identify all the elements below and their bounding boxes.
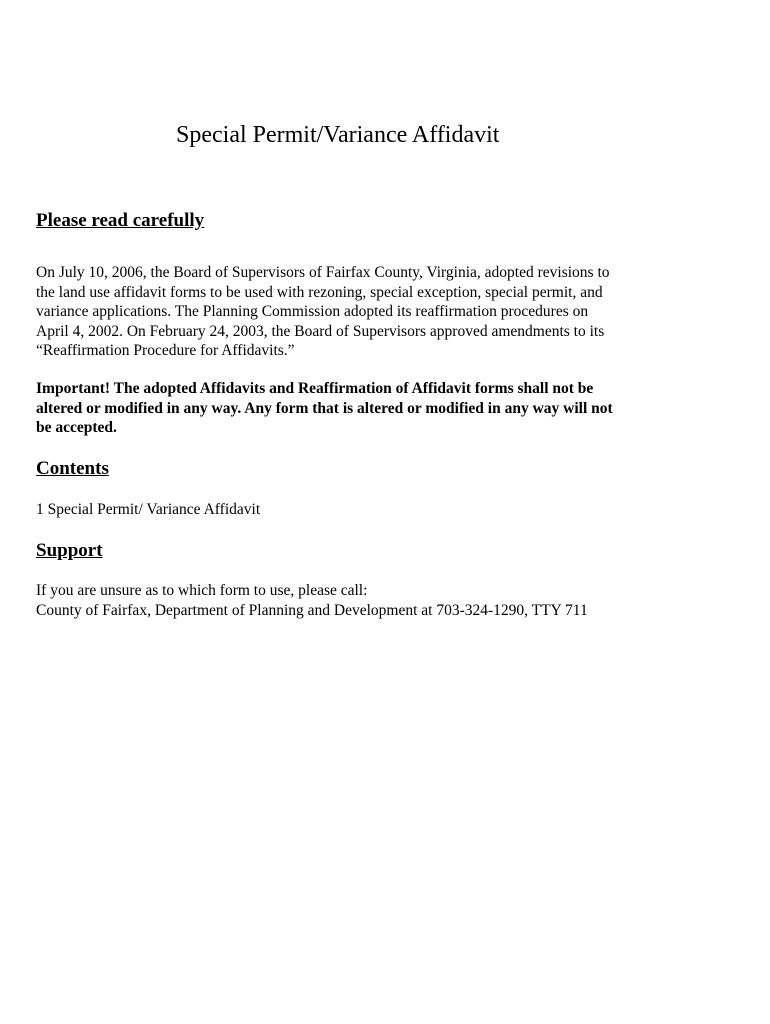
contents-heading: Contents <box>36 458 109 479</box>
intro-line: April 4, 2002. On February 24, 2003, the Board of Supervisors approved amendments to its <box>36 322 605 340</box>
support-heading: Support <box>36 540 103 561</box>
intro-line: “Reaffirmation Procedure for Affidavits.” <box>36 342 295 359</box>
important-notice <box>36 379 676 438</box>
intro-line: the land use affidavit forms to be used with rezoning, special exception, special permit, and <box>36 283 603 301</box>
contents-list <box>36 500 676 520</box>
contents-item: 1 Special Permit/ Variance Affidavit <box>36 501 261 518</box>
please-read-heading: Please read carefully <box>36 210 205 231</box>
important-line: Important! The adopted Affidavits and Reaffirmation of Affidavit forms shall not be <box>36 380 594 397</box>
intro-paragraph <box>36 263 676 361</box>
important-line: be accepted. <box>36 419 117 436</box>
important-line: altered or modified in any way. Any form that is altered or modified in any way will not <box>36 399 613 417</box>
support-paragraph <box>36 581 676 620</box>
document-title: Special Permit/Variance Affidavit <box>176 122 500 148</box>
support-line: If you are unsure as to which form to use, please call: <box>36 582 368 599</box>
intro-line: variance applications. The Planning Commission adopted its reaffirmation procedures on <box>36 303 589 320</box>
intro-line: On July 10, 2006, the Board of Supervisors of Fairfax County, Virginia, adopted revisions to <box>36 264 610 281</box>
support-contact-line: County of Fairfax, Department of Planning and Development at 703-324-1290, TTY 711 <box>36 601 588 619</box>
